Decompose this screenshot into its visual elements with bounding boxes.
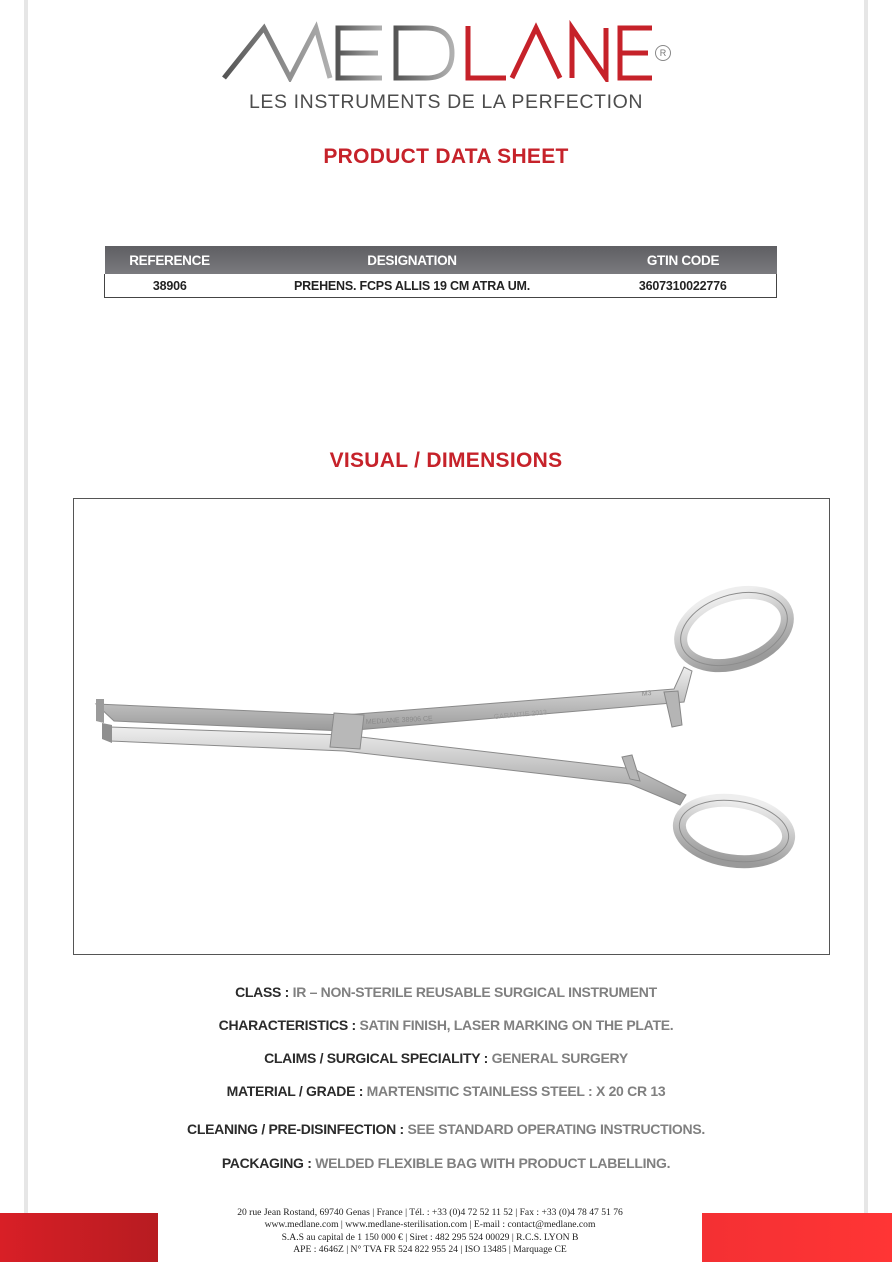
header-gtin: GTIN CODE xyxy=(590,246,777,274)
footer-registration-line: APE : 4646Z | N° TVA FR 524 822 955 24 | ISO 13485 | Marquage CE xyxy=(293,1244,567,1256)
spec-label: CLAIMS / SURGICAL SPECIALITY : xyxy=(264,1050,488,1066)
table-row xyxy=(105,274,777,298)
spec-label: CLASS : xyxy=(235,984,290,1000)
spec-value: GENERAL SURGERY xyxy=(491,1050,628,1066)
cell-designation: PREHENS. FCPS ALLIS 19 CM ATRA UM. xyxy=(235,274,590,298)
footer-legal-line: S.A.S au capital de 1 150 000 € | Siret : 482 295 524 00029 | R.C.S. LYON B xyxy=(281,1231,579,1243)
spec-value: SEE STANDARD OPERATING INSTRUCTIONS. xyxy=(407,1121,705,1137)
spec-label: CLEANING / PRE-DISINFECTION : xyxy=(187,1121,404,1137)
registered-mark: R xyxy=(655,45,671,61)
spec-label: PACKAGING : xyxy=(221,1155,312,1171)
header-designation: DESIGNATION xyxy=(235,246,590,274)
spec-packaging xyxy=(0,1155,892,1171)
allis-forceps-image xyxy=(74,499,828,953)
spec-label: MATERIAL / GRADE : xyxy=(226,1083,364,1099)
product-data-sheet-title: PRODUCT DATA SHEET xyxy=(323,145,569,168)
footer-red-bar-left xyxy=(0,1213,158,1262)
instrument-brand-marking: MEDLANE 38906 CE xyxy=(365,715,433,726)
spec-class xyxy=(0,984,892,1000)
table-header-row xyxy=(105,246,777,274)
spec-value: MARTENSITIC STAINLESS STEEL : X 20 CR 13 xyxy=(366,1083,666,1099)
footer-red-bar-right xyxy=(702,1213,892,1262)
company-footer xyxy=(160,1207,700,1257)
product-reference-table xyxy=(104,246,777,298)
visual-dimensions-title: VISUAL / DIMENSIONS xyxy=(329,449,563,472)
brand-tagline: LES INSTRUMENTS DE LA PERFECTION xyxy=(248,91,644,113)
spec-value: WELDED FLEXIBLE BAG WITH PRODUCT LABELLING. xyxy=(315,1155,671,1171)
spec-label: CHARACTERISTICS : xyxy=(218,1017,356,1033)
spec-value: SATIN FINISH, LASER MARKING ON THE PLATE. xyxy=(359,1017,674,1033)
medlane-wordmark xyxy=(212,18,662,82)
spec-characteristics xyxy=(0,1017,892,1033)
cell-gtin: 3607310022776 xyxy=(590,274,777,298)
instrument-code-marking: M3 xyxy=(641,690,652,698)
instrument-guarantee-marking: GARANTIE 2013 xyxy=(493,709,548,721)
spec-cleaning xyxy=(0,1121,892,1137)
product-visual-frame xyxy=(73,498,830,955)
left-page-rail xyxy=(24,0,28,1262)
spec-value: IR – NON-STERILE REUSABLE SURGICAL INSTRUMENT xyxy=(292,984,657,1000)
right-page-rail xyxy=(864,0,868,1262)
cell-reference: 38906 xyxy=(105,274,235,298)
spec-claims xyxy=(0,1050,892,1066)
header-reference: REFERENCE xyxy=(105,246,235,274)
footer-web-line: www.medlane.com | www.medlane-sterilisation.com | E-mail : contact@medlane.com xyxy=(264,1219,596,1231)
footer-address-line: 20 rue Jean Rostand, 69740 Genas | France | Tél. : +33 (0)4 72 52 11 52 | Fax : +33 (0)4 78 47 51 76 xyxy=(237,1207,623,1218)
spec-material xyxy=(0,1083,892,1099)
